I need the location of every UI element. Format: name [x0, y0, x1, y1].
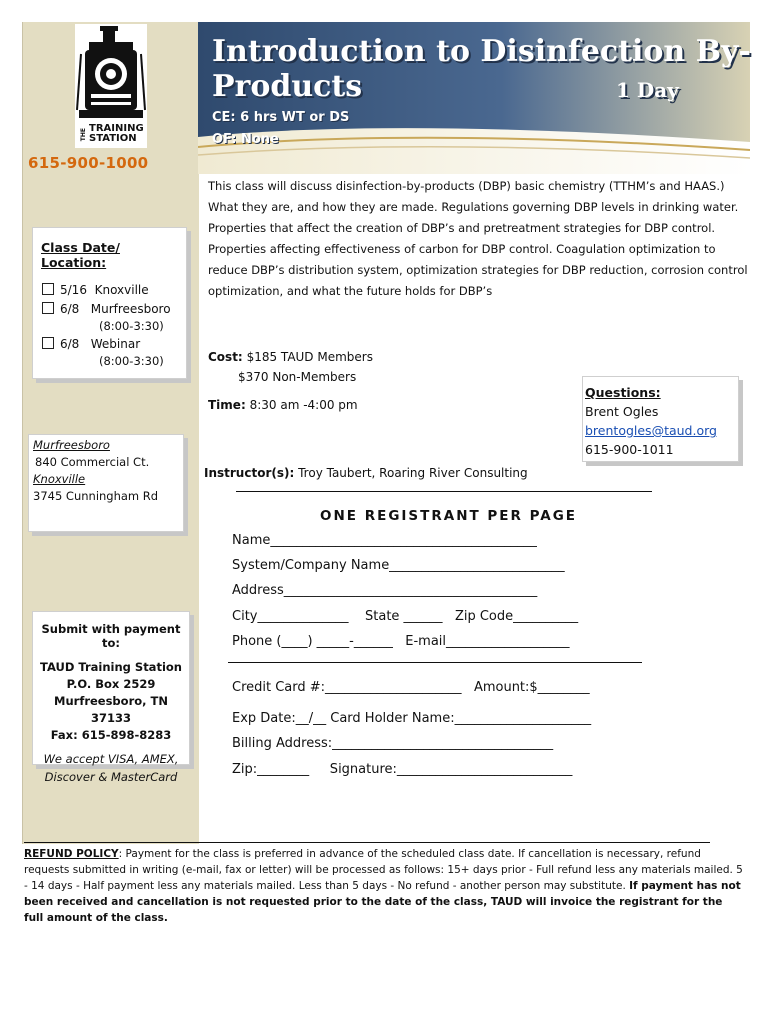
location-city: Murfreesboro [33, 438, 110, 452]
registration-title: ONE REGISTRANT PER PAGE [320, 508, 578, 524]
refund-text: : Payment for the class is preferred in advance of the scheduled class date. If cancellation is necessary, refund requests submitted in writing (e-mail, fax or letter) will be processed as follows: 15+ days prior - Full refund less any materials mailed. 5 - 14 days - Half payment less any materials mailed. Less than 5 days - No refund - another person may substitute. [24, 848, 743, 892]
location-city: Knoxville [33, 472, 86, 486]
logo-text-main: TRAINING [89, 123, 144, 134]
payment-box [32, 611, 190, 784]
payment-accept: Discover & MasterCard [44, 770, 178, 784]
course-title-line1: Introduction to Disinfection By- [212, 34, 751, 69]
payment-city: Murfreesboro, TN 37133 [54, 694, 168, 725]
date-time: (8:00-3:30) [99, 354, 164, 368]
main-phone: 615-900-1000 [28, 154, 149, 172]
divider [236, 491, 652, 492]
locations-box [28, 434, 184, 532]
payment-title: Submit with payment to: [41, 622, 181, 650]
training-station-logo [75, 24, 147, 148]
instructor-line: Instructor(s): Troy Taubert, Roaring River Consulting [204, 466, 528, 480]
course-duration: 1 Day [616, 78, 679, 102]
cost-line: Cost: $185 TAUD Members [208, 350, 373, 364]
date-row[interactable]: 6/8 Webinar [42, 337, 140, 351]
exp-holder-field[interactable]: Exp Date:__/__ Card Holder Name:_____________________ [232, 711, 592, 726]
checkbox[interactable] [42, 337, 54, 349]
date-row[interactable]: 5/16 Knoxville [42, 283, 149, 297]
phone-email-field[interactable]: Phone (____) _____-______ E-mail___________________ [232, 634, 570, 649]
questions-box [582, 376, 739, 462]
company-field[interactable]: System/Company Name___________________________ [232, 558, 565, 573]
cost-nonmembers: $370 Non-Members [238, 370, 357, 384]
checkbox[interactable] [42, 283, 54, 295]
course-title-line2: Products [212, 69, 363, 104]
logo-text-top: THE [80, 128, 87, 142]
zip-signature-field[interactable]: Zip:________ Signature:___________________________ [232, 762, 573, 777]
of-hours: OF: None [212, 132, 279, 147]
credit-card-field[interactable]: Credit Card #:_____________________ Amount:$________ [232, 680, 590, 695]
contact-phone: 615-900-1011 [585, 442, 674, 457]
billing-address-field[interactable]: Billing Address:__________________________________ [232, 736, 554, 751]
class-dates-box [32, 227, 187, 379]
course-description: This class will discuss disinfection-by-products (DBP) basic chemistry (TTHM’s and HAAS.) What they are, and how they are made. Regulations governing DBP levels in drinking water. Properties that affect the creation of DBP’s and pretreatment strategies for DBP control. Properties affecting effectiveness of carbon for DBP control. Coagulation optimization to reduce DBP’s distribution system, optimization strategies for DBP reduction, corrosion control optimization, and what the future holds for DBP’s [208, 179, 748, 298]
checkbox[interactable] [42, 302, 54, 314]
contact-email-link[interactable]: brentogles@taud.org [585, 423, 717, 438]
date-time: (8:00-3:30) [99, 319, 164, 333]
payment-name: TAUD Training Station [40, 660, 182, 674]
refund-policy [24, 846, 744, 926]
location-address: 840 Commercial Ct. [35, 455, 150, 469]
questions-title: Questions: [585, 385, 661, 400]
city-state-zip-field[interactable]: City______________ State ______ Zip Code__________ [232, 609, 579, 624]
payment-accept: We accept VISA, AMEX, [43, 752, 179, 766]
refund-label: REFUND POLICY [24, 848, 119, 860]
time-line: Time: 8:30 am -4:00 pm [208, 398, 358, 412]
logo-text-bottom: STATION [89, 133, 137, 144]
payment-po: P.O. Box 2529 [66, 677, 156, 691]
date-row[interactable]: 6/8 Murfreesboro [42, 302, 171, 316]
location-address: 3745 Cunningham Rd [33, 489, 159, 503]
class-dates-title: Class Date/ Location: [41, 240, 120, 270]
address-field[interactable]: Address_______________________________________ [232, 583, 538, 598]
name-field[interactable]: Name_________________________________________ [232, 533, 537, 548]
refund-bold-text: If payment has not been received and cancellation is not requested prior to the date of the class, TAUD will invoice the registrant for the full amount of the class. [24, 880, 741, 924]
ce-hours: CE: 6 hrs WT or DS [212, 110, 350, 125]
divider [228, 662, 642, 663]
divider [24, 842, 710, 843]
payment-fax: Fax: 615-898-8283 [50, 728, 172, 742]
contact-name: Brent Ogles [585, 404, 659, 419]
